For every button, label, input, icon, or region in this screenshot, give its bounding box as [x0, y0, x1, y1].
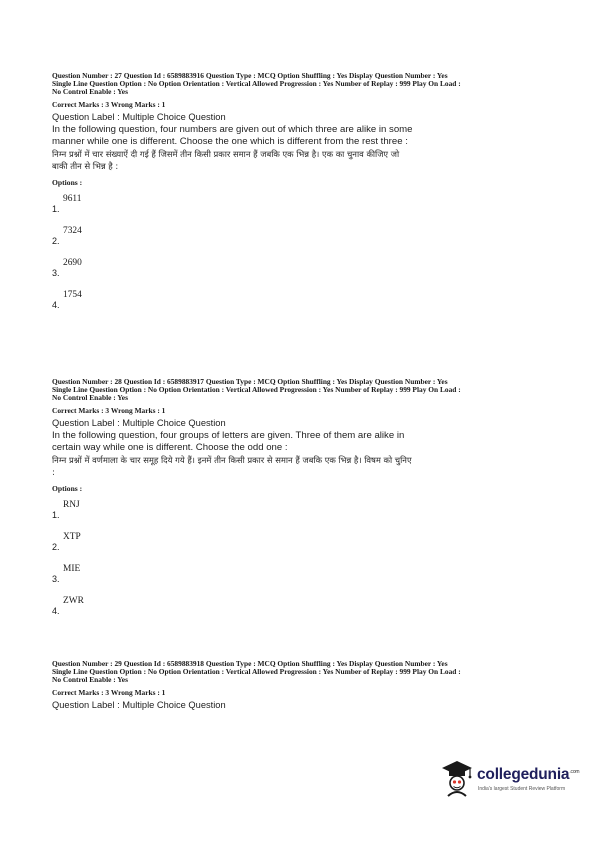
option-text: RNJ	[63, 500, 80, 511]
option-2[interactable]	[52, 226, 552, 252]
option-text: 1754	[63, 290, 82, 301]
options-heading: Options :	[52, 178, 83, 188]
question-meta-line-2: Single Line Question Option : No Option Orientation : Vertical Allowed Progression : Yes Number of Replay : 999 Play On Load :	[52, 385, 461, 395]
question-meta-line-3: No Control Enable : Yes	[52, 87, 128, 97]
question-label: Question Label : Multiple Choice Question	[52, 111, 226, 122]
option-1[interactable]	[52, 194, 552, 220]
question-text: In the following question, four numbers are given out of which three are alike in some manner while one is different. Choose the one which is different from the rest three :	[52, 123, 413, 147]
option-number: 1.	[52, 510, 60, 521]
question-text-hindi: निम्न प्रश्नों में वर्णमाला के चार समूह दिये गये हैं। इनमें तीन किसी प्रकार से समान हैं जबकि एक भिन्न है। विषम को चुनिए :	[52, 455, 412, 478]
question-marks: Correct Marks : 3 Wrong Marks : 1	[52, 687, 166, 697]
option-2[interactable]	[52, 532, 552, 558]
option-text: XTP	[63, 532, 81, 543]
question-meta-line-3: No Control Enable : Yes	[52, 675, 128, 685]
question-meta-line-3: No Control Enable : Yes	[52, 393, 128, 403]
question-label: Question Label : Multiple Choice Question	[52, 417, 226, 428]
brand-name: collegedunia$^{.com}$	[477, 766, 580, 783]
option-text: ZWR	[63, 596, 84, 607]
question-meta-line-1: Question Number : 29 Question Id : 6589883918 Question Type : MCQ Option Shuffling : Yes Display Question Number : Yes	[52, 659, 448, 668]
option-number: 3.	[52, 574, 60, 585]
brand-tagline: India's largest Student Review Platform	[478, 786, 566, 792]
collegedunia-watermark	[440, 758, 580, 806]
option-4[interactable]	[52, 290, 552, 316]
option-number: 3.	[52, 268, 60, 279]
options-heading: Options :	[52, 484, 83, 494]
option-number: 2.	[52, 236, 60, 247]
option-number: 4.	[52, 606, 60, 617]
question-text: In the following question, four groups of letters are given. Three of them are alike in certain way while one is different. Choose the odd one :	[52, 429, 405, 453]
question-label: Question Label : Multiple Choice Question	[52, 699, 226, 710]
question-marks: Correct Marks : 3 Wrong Marks : 1	[52, 405, 166, 415]
option-number: 2.	[52, 542, 60, 553]
option-number: 4.	[52, 300, 60, 311]
option-text: MIE	[63, 564, 81, 575]
question-meta-line-2: Single Line Question Option : No Option Orientation : Vertical Allowed Progression : Yes Number of Replay : 999 Play On Load :	[52, 79, 461, 89]
question-marks: Correct Marks : 3 Wrong Marks : 1	[52, 99, 166, 109]
option-text: 7324	[63, 226, 82, 237]
question-28	[52, 378, 552, 622]
question-meta-line-2: Single Line Question Option : No Option Orientation : Vertical Allowed Progression : Yes Number of Replay : 999 Play On Load :	[52, 667, 461, 677]
brand-dotcom: .com	[569, 768, 580, 775]
graduate-cap-icon	[440, 758, 474, 798]
option-number: 1.	[52, 204, 60, 215]
option-3[interactable]	[52, 258, 552, 284]
option-text: 9611	[63, 194, 82, 205]
question-text-hindi: निम्न प्रश्नों में चार संख्याऐं दी गई हैं जिसमें तीन किसी प्रकार समान हैं जबकि एक भिन्न है। एक का चुनाव कीजिए जो बाकी तीन से भिन्न है :	[52, 149, 400, 172]
option-1[interactable]	[52, 500, 552, 526]
option-3[interactable]	[52, 564, 552, 590]
option-text: 2690	[63, 258, 82, 269]
question-29	[52, 660, 552, 711]
question-meta-line-1: Question Number : 28 Question Id : 6589883917 Question Type : MCQ Option Shuffling : Yes Display Question Number : Yes	[52, 377, 448, 386]
question-meta-line-1: Question Number : 27 Question Id : 6589883916 Question Type : MCQ Option Shuffling : Yes Display Question Number : Yes	[52, 71, 448, 80]
option-4[interactable]	[52, 596, 552, 622]
question-27	[52, 72, 552, 316]
